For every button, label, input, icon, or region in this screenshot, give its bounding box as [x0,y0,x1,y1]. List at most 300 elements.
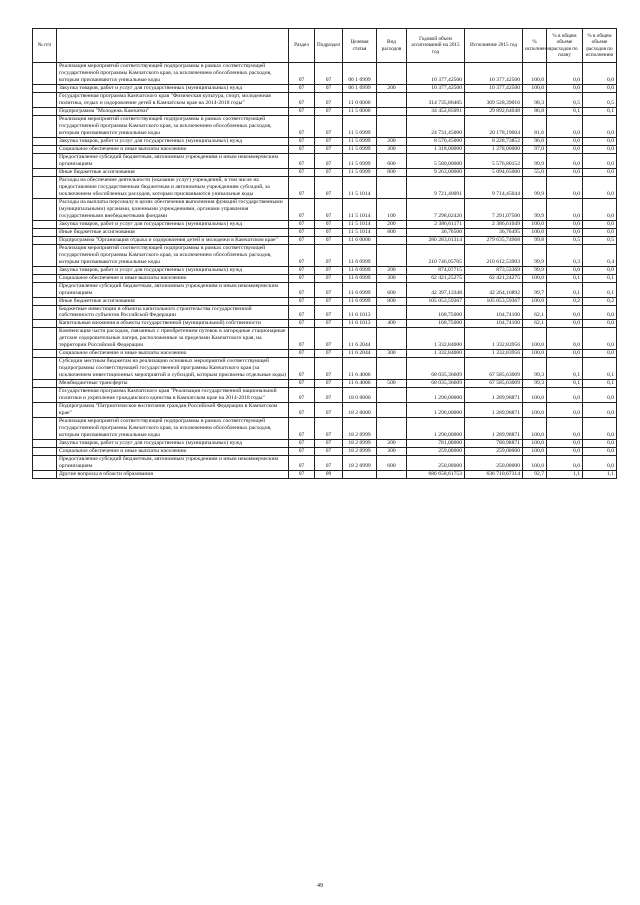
row-name-cell: Закупка товаров, работ и услуг для государственных (муниципальных) нужд [57,220,289,228]
row-section-cell: 07 [289,228,315,236]
row-target-cell: 11 6 1013 [343,305,377,320]
row-percent-cell: 99,3 [523,358,547,380]
row-subsection-cell: 07 [315,448,343,456]
row-share-actual-cell: 0,5 [583,236,617,244]
row-percent-cell: 100,0 [523,403,547,418]
row-share-actual-cell: 0,0 [583,145,617,153]
row-index-cell [33,440,57,448]
table-row [33,266,617,274]
row-index-cell [33,92,57,107]
row-actual-cell: 105 053,59367 [465,297,523,305]
table-row [33,220,617,228]
row-share-actual-cell: 0,1 [583,380,617,388]
row-plan-cell: 686 658,61753 [407,471,465,479]
row-plan-cell: 314 735,86405 [407,92,465,107]
row-type-cell [377,418,407,440]
row-type-cell: 200 [377,137,407,145]
row-index-cell [33,418,57,440]
row-share-actual-cell: 0,0 [583,350,617,358]
table-row [33,320,617,328]
row-actual-cell: 5 576,80152 [465,153,523,168]
row-name-cell: Иные бюджетные ассигнования [57,168,289,176]
budget-execution-table [32,28,617,479]
row-name-cell: Социальное обеспечение и иные выплаты населению [57,145,289,153]
row-target-cell: 11 6 0999 [343,266,377,274]
row-target-cell: 11 5 0999 [343,153,377,168]
row-type-cell: 600 [377,153,407,168]
row-share-plan-cell: 0,0 [547,145,583,153]
row-type-cell: 300 [377,145,407,153]
row-plan-cell: 34 452,85091 [407,107,465,115]
row-section-cell: 07 [289,388,315,403]
row-index-cell [33,176,57,198]
row-target-cell: 11 5 0999 [343,168,377,176]
table-row [33,380,617,388]
row-name-cell: Закупка товаров, работ и услуг для государственных (муниципальных) нужд [57,84,289,92]
row-actual-cell: 10 377,42500 [465,84,523,92]
row-share-plan-cell: 0,0 [547,176,583,198]
table-row [33,440,617,448]
row-name-cell: Реализация мероприятий соответствующей подпрограммы в рамках соответствующей государственной программы Камчатского края, за исключением обособленных расходов, которым присваиваются уникальные коды [57,115,289,137]
row-target-cell: 11 6 0999 [343,244,377,266]
row-subsection-cell: 07 [315,107,343,115]
row-target-cell: 11 6 0999 [343,274,377,282]
row-index-cell [33,456,57,471]
table-header-row [33,29,617,63]
row-subsection-cell: 07 [315,274,343,282]
row-actual-cell: 1 332,83956 [465,350,523,358]
row-share-plan-cell: 0,0 [547,448,583,456]
table-row [33,145,617,153]
row-share-actual-cell: 0,0 [583,456,617,471]
row-percent-cell: 98,3 [523,92,547,107]
header-target-article: Целевая статья [343,29,377,63]
row-name-cell: Государственная программа Камчатского края "Реализация государственной национальной политики и укрепление гражданского единства в Камчатском крае на 2014-2018 годы" [57,388,289,403]
row-name-cell: Реализация мероприятий соответствующей подпрограммы в рамках соответствующей государственной программы Камчатского края, за исключением обособленных расходов, которым присваиваются уникальные коды [57,418,289,440]
row-section-cell: 07 [289,137,315,145]
row-percent-cell: 99,9 [523,198,547,220]
table-row [33,198,617,220]
row-share-plan-cell: 1,1 [547,471,583,479]
table-row [33,92,617,107]
row-type-cell: 200 [377,84,407,92]
row-section-cell: 07 [289,115,315,137]
row-share-actual-cell: 0,0 [583,84,617,92]
row-section-cell: 07 [289,328,315,350]
row-section-cell: 07 [289,403,315,418]
row-share-plan-cell: 0,0 [547,388,583,403]
row-share-actual-cell: 0,0 [583,168,617,176]
row-target-cell: 18 2 0999 [343,448,377,456]
row-target-cell: 11 5 1014 [343,220,377,228]
table-row [33,305,617,320]
row-share-plan-cell: 0,0 [547,418,583,440]
row-section-cell: 07 [289,358,315,380]
header-annual-plan: Годовой объем ассигнований на 2015 год [407,29,465,63]
row-share-plan-cell: 0,0 [547,440,583,448]
row-plan-cell: 24 731,45000 [407,115,465,137]
row-subsection-cell: 09 [315,471,343,479]
row-section-cell: 07 [289,198,315,220]
row-subsection-cell: 07 [315,115,343,137]
row-share-actual-cell: 0,0 [583,328,617,350]
row-percent-cell: 100,0 [523,297,547,305]
row-type-cell: 600 [377,456,407,471]
row-share-plan-cell: 0,0 [547,153,583,168]
row-share-actual-cell: 0,0 [583,115,617,137]
row-share-plan-cell: 0,1 [547,282,583,297]
row-plan-cell: 874,07715 [407,266,465,274]
row-percent-cell: 96,0 [523,137,547,145]
row-target-cell: 11 6 4006 [343,380,377,388]
row-name-cell: Подпрограмма "Молодежь Камчатки" [57,107,289,115]
row-type-cell: 800 [377,297,407,305]
table-row [33,418,617,440]
row-section-cell: 07 [289,220,315,228]
row-actual-cell: 67 585,63009 [465,358,523,380]
row-actual-cell: 29 892,64048 [465,107,523,115]
row-type-cell [377,244,407,266]
row-target-cell: 11 6 1013 [343,320,377,328]
row-name-cell: Социальное обеспечение и иные выплаты населению [57,274,289,282]
row-name-cell: Бюджетные инвестиции в объекты капитального строительства государственной собственности субъектов Российской Федерации [57,305,289,320]
row-plan-cell: 781,00000 [407,440,465,448]
table-row [33,403,617,418]
row-plan-cell: 8 570,45000 [407,137,465,145]
row-percent-cell: 100,0 [523,274,547,282]
row-index-cell [33,153,57,168]
header-expense-type: Вид расходов [377,29,407,63]
row-index-cell [33,168,57,176]
row-share-plan-cell: 0,0 [547,228,583,236]
row-name-cell: Реализация мероприятий соответствующей подпрограммы в рамках соответствующей государственной программы Камчатского края, за исключением обособленных расходов, которым присваиваются уникальные коды [57,63,289,85]
row-type-cell [377,403,407,418]
row-type-cell [377,115,407,137]
row-target-cell: 18 2 0000 [343,403,377,418]
row-index-cell [33,274,57,282]
row-name-cell: Иные бюджетные ассигнования [57,297,289,305]
row-plan-cell: 2 386,61171 [407,220,465,228]
row-section-cell: 07 [289,350,315,358]
row-plan-cell: 168,75000 [407,320,465,328]
row-type-cell [377,305,407,320]
row-percent-cell: 100,0 [523,220,547,228]
row-actual-cell: 104,74100 [465,320,523,328]
row-share-actual-cell: 0,0 [583,320,617,328]
row-actual-cell: 873,53369 [465,266,523,274]
row-target-cell: 11 5 1014 [343,176,377,198]
row-name-cell: Подпрограмма "Организация отдыха и оздоровления детей и молодежи в Камчатском крае" [57,236,289,244]
row-section-cell: 07 [289,418,315,440]
row-subsection-cell: 07 [315,266,343,274]
row-name-cell: Другие вопросы в области образования [57,471,289,479]
row-name-cell: Государственная программа Камчатского края "Физическая культура, спорт, молодежная политика, отдых и оздоровление детей в Камчатском крае на 2014-2018 годы" [57,92,289,107]
row-percent-cell: 100,0 [523,448,547,456]
row-index-cell [33,198,57,220]
row-percent-cell: 99,8 [523,236,547,244]
row-subsection-cell: 07 [315,305,343,320]
row-share-actual-cell: 0,0 [583,137,617,145]
row-actual-cell: 210 612,53903 [465,244,523,266]
row-type-cell: 500 [377,380,407,388]
row-section-cell: 07 [289,236,315,244]
row-actual-cell: 309 528,39016 [465,92,523,107]
row-target-cell: 11 5 1014 [343,198,377,220]
row-index-cell [33,471,57,479]
row-share-actual-cell: 0,0 [583,418,617,440]
row-section-cell: 07 [289,92,315,107]
row-name-cell: Иные бюджетные ассигнования [57,228,289,236]
row-subsection-cell: 07 [315,92,343,107]
row-section-cell: 07 [289,297,315,305]
row-share-plan-cell: 0,0 [547,220,583,228]
row-actual-cell: 1 278,00000 [465,145,523,153]
row-index-cell [33,84,57,92]
row-percent-cell: 92,7 [523,471,547,479]
row-subsection-cell: 07 [315,228,343,236]
row-target-cell: 18 2 0999 [343,440,377,448]
row-share-plan-cell: 0,2 [547,297,583,305]
row-index-cell [33,115,57,137]
row-type-cell: 200 [377,220,407,228]
row-target-cell: 11 6 2044 [343,350,377,358]
row-section-cell: 07 [289,448,315,456]
row-plan-cell: 1 332,84000 [407,350,465,358]
row-plan-cell: 10 377,42500 [407,84,465,92]
row-section-cell: 07 [289,63,315,85]
row-index-cell [33,266,57,274]
row-share-actual-cell: 0,0 [583,305,617,320]
table-row [33,358,617,380]
row-plan-cell: 10 377,42500 [407,63,465,85]
row-actual-cell: 780,98871 [465,440,523,448]
row-index-cell [33,244,57,266]
row-share-plan-cell: 0,0 [547,168,583,176]
row-subsection-cell: 07 [315,328,343,350]
row-section-cell: 07 [289,176,315,198]
row-actual-cell: 62 421,24275 [465,274,523,282]
table-row [33,456,617,471]
row-subsection-cell: 07 [315,350,343,358]
row-index-cell [33,137,57,145]
row-share-plan-cell: 0,1 [547,358,583,380]
row-name-cell: Капитальные вложения в объекты государственной (муниципальной) собственности [57,320,289,328]
row-share-actual-cell: 0,1 [583,358,617,380]
row-type-cell: 400 [377,320,407,328]
row-subsection-cell: 07 [315,236,343,244]
table-body [33,63,617,479]
row-section-cell: 07 [289,153,315,168]
row-type-cell [377,107,407,115]
row-actual-cell: 10 377,42500 [465,63,523,85]
row-plan-cell: 5 580,00000 [407,153,465,168]
row-share-actual-cell: 0,0 [583,266,617,274]
table-row [33,153,617,168]
row-subsection-cell: 07 [315,388,343,403]
row-section-cell: 07 [289,274,315,282]
row-share-plan-cell: 0,0 [547,456,583,471]
table-row [33,63,617,85]
row-share-actual-cell: 0,0 [583,153,617,168]
row-subsection-cell: 07 [315,320,343,328]
row-plan-cell: 9 263,00000 [407,168,465,176]
row-percent-cell: 99,9 [523,266,547,274]
row-share-actual-cell: 0,5 [583,92,617,107]
row-share-plan-cell: 0,1 [547,380,583,388]
row-target-cell: 18 0 0000 [343,388,377,403]
row-section-cell: 07 [289,320,315,328]
row-name-cell: Закупка товаров, работ и услуг для государственных (муниципальных) нужд [57,440,289,448]
row-percent-cell: 100,0 [523,328,547,350]
row-index-cell [33,107,57,115]
row-subsection-cell: 07 [315,198,343,220]
row-subsection-cell: 07 [315,220,343,228]
row-type-cell: 100 [377,198,407,220]
row-section-cell: 07 [289,380,315,388]
row-plan-cell: 1 290,00000 [407,418,465,440]
row-type-cell [377,92,407,107]
row-type-cell: 200 [377,440,407,448]
row-subsection-cell: 07 [315,244,343,266]
row-percent-cell: 99,7 [523,282,547,297]
row-share-actual-cell: 0,0 [583,440,617,448]
row-type-cell [377,471,407,479]
row-target-cell: 11 5 1014 [343,228,377,236]
row-type-cell: 300 [377,274,407,282]
row-plan-cell: 42 397,13348 [407,282,465,297]
row-subsection-cell: 07 [315,168,343,176]
header-subsection: Подраздел [315,29,343,63]
row-actual-cell: 279 635,74968 [465,236,523,244]
header-name [57,29,289,63]
row-actual-cell: 67 585,63009 [465,380,523,388]
table-row [33,328,617,350]
row-index-cell [33,145,57,153]
row-type-cell [377,388,407,403]
row-target-cell: 11 6 0999 [343,282,377,297]
row-type-cell [377,328,407,350]
row-share-actual-cell: 0,0 [583,388,617,403]
row-percent-cell: 99,9 [523,176,547,198]
row-share-plan-cell: 0,0 [547,84,583,92]
row-percent-cell: 99,3 [523,380,547,388]
row-actual-cell: 250,00000 [465,456,523,471]
row-index-cell [33,403,57,418]
row-share-plan-cell: 0,5 [547,92,583,107]
row-plan-cell: 105 053,59367 [407,297,465,305]
row-plan-cell: 168,75000 [407,305,465,320]
row-share-plan-cell: 0,3 [547,244,583,266]
row-share-actual-cell: 0,0 [583,220,617,228]
row-actual-cell: 1 289,98871 [465,388,523,403]
row-name-cell: Компенсация части расходов, связанных с приобретением путевок в загородные стационарные детские оздоровительные лагеря, расположенные за пределами Камчатского края, на территории Российской Федерации [57,328,289,350]
row-share-plan-cell: 0,1 [547,274,583,282]
row-share-actual-cell: 0,0 [583,448,617,456]
row-target-cell: 11 0 0000 [343,92,377,107]
row-actual-cell: 7 291,07500 [465,198,523,220]
row-name-cell: Закупка товаров, работ и услуг для государственных (муниципальных) нужд [57,137,289,145]
row-type-cell: 200 [377,266,407,274]
row-index-cell [33,282,57,297]
row-share-plan-cell: 0,1 [547,107,583,115]
row-target-cell [343,471,377,479]
row-index-cell [33,358,57,380]
row-subsection-cell: 07 [315,440,343,448]
row-index-cell [33,328,57,350]
page-number: 49 [317,883,323,889]
row-type-cell [377,236,407,244]
row-plan-cell: 1 290,00000 [407,388,465,403]
row-actual-cell: 8 228,73852 [465,137,523,145]
row-actual-cell: 636 710,67314 [465,471,523,479]
row-target-cell: 06 1 0999 [343,63,377,85]
row-type-cell: 300 [377,448,407,456]
row-percent-cell: 100,0 [523,84,547,92]
row-subsection-cell: 07 [315,282,343,297]
row-percent-cell: 100,0 [523,456,547,471]
header-execution-percent: % исполнения [523,29,547,63]
row-share-plan-cell: 0,0 [547,266,583,274]
row-actual-cell: 20 178,19004 [465,115,523,137]
row-actual-cell: 259,00000 [465,448,523,456]
table-row [33,84,617,92]
row-plan-cell: 280 283,01314 [407,236,465,244]
row-index-cell [33,63,57,85]
row-percent-cell: 100,0 [523,63,547,85]
row-plan-cell: 259,00000 [407,448,465,456]
row-index-cell [33,448,57,456]
row-name-cell: Предоставление субсидий бюджетным, автономным учреждениям и иным некоммерческим организациям [57,282,289,297]
header-index: № п/п [33,29,57,63]
table-row [33,236,617,244]
row-name-cell: Реализация мероприятий соответствующей подпрограммы в рамках соответствующей государственной программы Камчатского края, за исключением обособленных расходов, которым присваиваются уникальные коды [57,244,289,266]
row-share-actual-cell: 0,0 [583,176,617,198]
row-plan-cell: 9 721,40091 [407,176,465,198]
table-row [33,244,617,266]
row-subsection-cell: 07 [315,418,343,440]
row-type-cell: 600 [377,282,407,297]
row-type-cell [377,176,407,198]
table-row [33,297,617,305]
row-subsection-cell: 07 [315,145,343,153]
table-row [33,176,617,198]
row-plan-cell: 250,00000 [407,456,465,471]
row-section-cell: 07 [289,305,315,320]
row-target-cell: 11 5 0999 [343,137,377,145]
row-plan-cell: 7 298,02420 [407,198,465,220]
row-type-cell: 800 [377,168,407,176]
row-section-cell: 07 [289,456,315,471]
row-actual-cell: 1 332,83956 [465,328,523,350]
table-row [33,107,617,115]
row-share-plan-cell: 0,0 [547,350,583,358]
row-share-plan-cell: 0,0 [547,63,583,85]
row-share-plan-cell: 0,0 [547,198,583,220]
row-percent-cell: 100,0 [523,228,547,236]
row-plan-cell: 210 746,05705 [407,244,465,266]
row-target-cell: 11 5 0999 [343,115,377,137]
row-share-plan-cell: 0,0 [547,328,583,350]
row-type-cell [377,63,407,85]
table-row [33,388,617,403]
row-index-cell [33,236,57,244]
row-percent-cell: 97,0 [523,145,547,153]
row-type-cell [377,358,407,380]
table-row [33,448,617,456]
row-percent-cell: 86,8 [523,107,547,115]
header-execution: Исполнение 2015 год [465,29,523,63]
row-type-cell: 300 [377,350,407,358]
